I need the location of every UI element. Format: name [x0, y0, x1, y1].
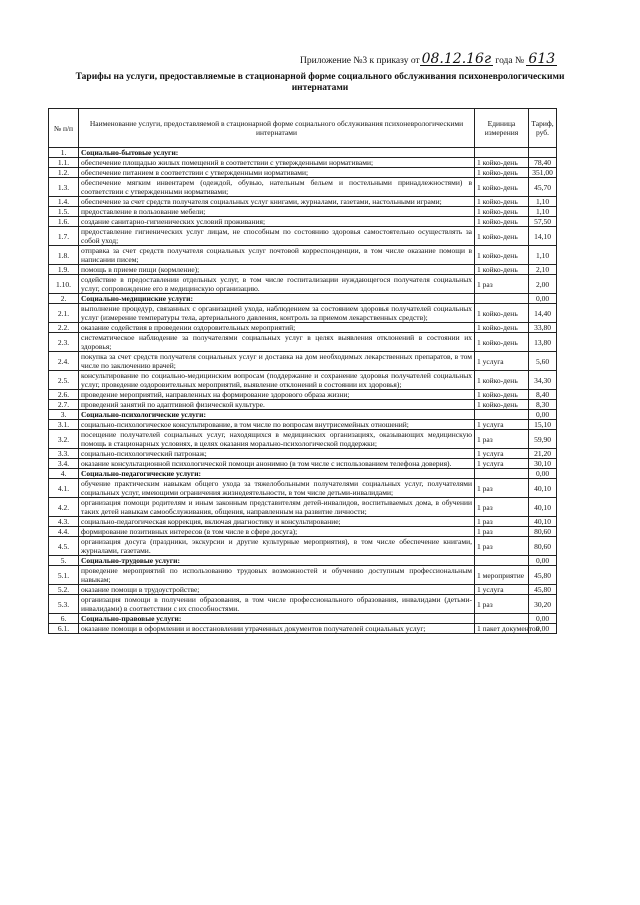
- unit-of-measure: 1 койко-день: [475, 400, 529, 410]
- table-row: [49, 517, 557, 527]
- row-number: 6.1.: [49, 624, 79, 634]
- service-name: проведений занятий по адаптивной физической культуре.: [79, 400, 475, 410]
- row-number: 4.5.: [49, 537, 79, 556]
- unit-of-measure: [475, 469, 529, 479]
- tariff-value: 80,60: [529, 537, 557, 556]
- unit-of-measure: 1 койко-день: [475, 333, 529, 352]
- appendix-mid: года №: [493, 56, 527, 66]
- service-name: проведение мероприятий по использованию трудовых возможностей и обучению доступным профессиональным навыкам;: [79, 566, 475, 585]
- table-row: [49, 178, 557, 197]
- table-row: [49, 352, 557, 371]
- tariff-value: 78,40: [529, 158, 557, 168]
- tariff-value: 30,10: [529, 459, 557, 469]
- table-row: [49, 227, 557, 246]
- unit-of-measure: 1 раз: [475, 275, 529, 294]
- tariff-value: 1,10: [529, 246, 557, 265]
- table-row: [49, 556, 557, 566]
- row-number: 1.6.: [49, 217, 79, 227]
- service-name: социально-психологическое консультирование, в том числе по вопросам внутрисемейных отношений;: [79, 420, 475, 430]
- appendix-prefix: Приложение №3 к приказу от: [300, 56, 420, 66]
- service-name: Социально-бытовые услуги:: [79, 148, 475, 158]
- service-name: обеспечение за счет средств получателя социальных услуг книгами, журналами, газетами, настольными играми;: [79, 197, 475, 207]
- row-number: 2.3.: [49, 333, 79, 352]
- unit-of-measure: 1 раз: [475, 595, 529, 614]
- unit-of-measure: [475, 148, 529, 158]
- table-row: [49, 537, 557, 556]
- table-row: [49, 624, 557, 634]
- table-row: [49, 168, 557, 178]
- table-row: [49, 595, 557, 614]
- tariff-value: 8,30: [529, 400, 557, 410]
- table-row: [49, 275, 557, 294]
- table-row: [49, 585, 557, 595]
- tariff-value: 351,00: [529, 168, 557, 178]
- unit-of-measure: [475, 294, 529, 304]
- tariff-value: 45,70: [529, 178, 557, 197]
- row-number: 5.2.: [49, 585, 79, 595]
- row-number: 1.10.: [49, 275, 79, 294]
- column-header-name: Наименование услуги, предоставляемой в стационарной форме социального обслуживания психоневрологическими интернатами: [79, 109, 475, 148]
- tariff-table: [48, 108, 557, 634]
- service-name: выполнение процедур, связанных с организацией ухода, наблюдением за состоянием здоровья получателей социальных услуг (измерение температуры тела, артериального давления, контроль за приемом лекарственных средств);: [79, 304, 475, 323]
- service-name: предоставление в пользование мебели;: [79, 207, 475, 217]
- unit-of-measure: 1 койко-день: [475, 371, 529, 390]
- table-row: [49, 566, 557, 585]
- row-number: 3.1.: [49, 420, 79, 430]
- row-number: 5.3.: [49, 595, 79, 614]
- service-name: предоставление гигиенических услуг лицам, не способным по состоянию здоровья самостоятельно осуществлять за собой уход;: [79, 227, 475, 246]
- row-number: 2.5.: [49, 371, 79, 390]
- table-row: [49, 410, 557, 420]
- table-row: [49, 459, 557, 469]
- service-name: обеспечение питанием в соответствии с утвержденными нормативами;: [79, 168, 475, 178]
- table-row: [49, 479, 557, 498]
- service-name: обеспечение мягким инвентарем (одеждой, обувью, нательным бельем и постельными принадлежностями) в соответствии с утвержденными нормативами;: [79, 178, 475, 197]
- unit-of-measure: 1 пакет документов: [475, 624, 529, 634]
- row-number: 1.8.: [49, 246, 79, 265]
- row-number: 5.1.: [49, 566, 79, 585]
- table-row: [49, 400, 557, 410]
- service-name: оказание помощи в трудоустройстве;: [79, 585, 475, 595]
- row-number: 2.: [49, 294, 79, 304]
- tariff-value: 13,80: [529, 333, 557, 352]
- row-number: 1.2.: [49, 168, 79, 178]
- row-number: 3.2.: [49, 430, 79, 449]
- row-number: 4.2.: [49, 498, 79, 517]
- unit-of-measure: 1 койко-день: [475, 168, 529, 178]
- table-row: [49, 148, 557, 158]
- row-number: 1.4.: [49, 197, 79, 207]
- unit-of-measure: [475, 556, 529, 566]
- column-header-price: Тариф, руб.: [529, 109, 557, 148]
- tariff-value: 45,80: [529, 566, 557, 585]
- service-name: отправка за счет средств получателя социальных услуг почтовой корреспонденции, в том числе оказание помощи в написании писем;: [79, 246, 475, 265]
- appendix-number: 613: [528, 51, 556, 67]
- row-number: 2.6.: [49, 390, 79, 400]
- table-row: [49, 371, 557, 390]
- tariff-value: 33,80: [529, 323, 557, 333]
- unit-of-measure: 1 койко-день: [475, 158, 529, 168]
- tariff-value: 2,00: [529, 275, 557, 294]
- table-row: [49, 430, 557, 449]
- service-name: содействие в предоставлении отдельных услуг, в том числе госпитализации нуждающегося получателя социальных услуг, сопровождение его в медицинскую организацию.: [79, 275, 475, 294]
- tariff-value: 40,10: [529, 498, 557, 517]
- row-number: 1.1.: [49, 158, 79, 168]
- table-header-row: [49, 109, 557, 148]
- unit-of-measure: 1 раз: [475, 527, 529, 537]
- service-name: обучение практическим навыкам общего ухода за тяжелобольными получателями социальных услуг, получателями социальных услуг, имеющими ограничения жизнедеятельности, в том числе детьми-инвалидами;: [79, 479, 475, 498]
- service-name: социально-педагогическая коррекция, включая диагностику и консультирование;: [79, 517, 475, 527]
- tariff-value: 40,10: [529, 479, 557, 498]
- unit-of-measure: 1 раз: [475, 498, 529, 517]
- tariff-value: 45,80: [529, 585, 557, 595]
- service-name: создание санитарно-гигиенических условий проживания;: [79, 217, 475, 227]
- service-name: оказание помощи в оформлении и восстановлении утраченных документов получателей социальных услуг;: [79, 624, 475, 634]
- table-row: [49, 614, 557, 624]
- unit-of-measure: 1 раз: [475, 517, 529, 527]
- row-number: 2.7.: [49, 400, 79, 410]
- appendix-line: [300, 51, 557, 67]
- table-row: [49, 304, 557, 323]
- service-name: Социально-психологические услуги:: [79, 410, 475, 420]
- row-number: 2.2.: [49, 323, 79, 333]
- service-name: организация помощи в получении образования, в том числе профессионального образования, инвалидами (детьми-инвалидами) в соответствии с их способностями.: [79, 595, 475, 614]
- row-number: 1.9.: [49, 265, 79, 275]
- row-number: 2.1.: [49, 304, 79, 323]
- table-body: [49, 148, 557, 634]
- tariff-value: 14,40: [529, 304, 557, 323]
- table-row: [49, 333, 557, 352]
- service-name: помощь в приеме пищи (кормление);: [79, 265, 475, 275]
- column-header-num: № п/п: [49, 109, 79, 148]
- tariff-value: 15,10: [529, 420, 557, 430]
- table-row: [49, 498, 557, 517]
- tariff-value: 40,10: [529, 517, 557, 527]
- unit-of-measure: [475, 410, 529, 420]
- unit-of-measure: 1 услуга: [475, 352, 529, 371]
- tariff-value: 1,10: [529, 197, 557, 207]
- service-name: Социально-правовые услуги:: [79, 614, 475, 624]
- tariff-value: 30,20: [529, 595, 557, 614]
- table-row: [49, 469, 557, 479]
- tariff-value: 0,00: [529, 614, 557, 624]
- unit-of-measure: 1 койко-день: [475, 246, 529, 265]
- table-row: [49, 527, 557, 537]
- unit-of-measure: 1 услуга: [475, 449, 529, 459]
- service-name: Социально-медицинские услуги:: [79, 294, 475, 304]
- service-name: оказание консультационной психологической помощи анонимно (в том числе с использованием телефона доверия).: [79, 459, 475, 469]
- row-number: 1.5.: [49, 207, 79, 217]
- service-name: формирование позитивных интересов (в том числе в сфере досуга);: [79, 527, 475, 537]
- row-number: 6.: [49, 614, 79, 624]
- unit-of-measure: [475, 614, 529, 624]
- row-number: 1.: [49, 148, 79, 158]
- unit-of-measure: 1 койко-день: [475, 323, 529, 333]
- row-number: 3.: [49, 410, 79, 420]
- service-name: посещение получателей социальных услуг, находящихся в медицинских организациях, оказывающих медицинскую помощь в стационарных условиях, в целях оказания морально-психологической поддержки;: [79, 430, 475, 449]
- service-name: организация помощи родителям и иным законным представителям детей-инвалидов, воспитываемых дома, в обучении таких детей навыкам самообслуживания, общения, направленным на развитие личности;: [79, 498, 475, 517]
- unit-of-measure: 1 койко-день: [475, 197, 529, 207]
- table-row: [49, 197, 557, 207]
- unit-of-measure: 1 мероприятие: [475, 566, 529, 585]
- column-header-unit: Единица измерения: [475, 109, 529, 148]
- tariff-value: 0,00: [529, 294, 557, 304]
- unit-of-measure: 1 раз: [475, 430, 529, 449]
- unit-of-measure: 1 услуга: [475, 459, 529, 469]
- service-name: консультирование по социально-медицинским вопросам (поддержание и сохранение здоровья получателей социальных услуг, проведение оздоровительных мероприятий, выявление отклонений в состоянии их здоровья);: [79, 371, 475, 390]
- unit-of-measure: 1 койко-день: [475, 265, 529, 275]
- tariff-value: 0,00: [529, 556, 557, 566]
- table-row: [49, 217, 557, 227]
- tariff-value: 2,10: [529, 265, 557, 275]
- tariff-value: 0,00: [529, 624, 557, 634]
- service-name: проведение мероприятий, направленных на формирование здорового образа жизни;: [79, 390, 475, 400]
- row-number: 2.4.: [49, 352, 79, 371]
- unit-of-measure: 1 койко-день: [475, 217, 529, 227]
- unit-of-measure: 1 койко-день: [475, 207, 529, 217]
- tariff-value: 8,40: [529, 390, 557, 400]
- row-number: 4.4.: [49, 527, 79, 537]
- tariff-value: 57,50: [529, 217, 557, 227]
- tariff-value: 0,00: [529, 410, 557, 420]
- row-number: 3.4.: [49, 459, 79, 469]
- service-name: систематическое наблюдение за получателями социальных услуг в целях выявления отклонений в состоянии их здоровья;: [79, 333, 475, 352]
- unit-of-measure: 1 услуга: [475, 420, 529, 430]
- service-name: покупка за счет средств получателя социальных услуг и доставка на дом необходимых лекарственных препаратов, в том числе по заключению врачей;: [79, 352, 475, 371]
- table-row: [49, 158, 557, 168]
- table-row: [49, 390, 557, 400]
- unit-of-measure: 1 раз: [475, 479, 529, 498]
- row-number: 4.3.: [49, 517, 79, 527]
- tariff-value: 34,30: [529, 371, 557, 390]
- service-name: оказание содействия в проведении оздоровительных мероприятий;: [79, 323, 475, 333]
- tariff-value: 59,90: [529, 430, 557, 449]
- unit-of-measure: 1 услуга: [475, 585, 529, 595]
- service-name: Социально-педагогические услуги:: [79, 469, 475, 479]
- unit-of-measure: 1 раз: [475, 537, 529, 556]
- unit-of-measure: 1 койко-день: [475, 390, 529, 400]
- table-row: [49, 207, 557, 217]
- service-name: Социально-трудовые услуги:: [79, 556, 475, 566]
- row-number: 1.3.: [49, 178, 79, 197]
- tariff-value: 21,20: [529, 449, 557, 459]
- row-number: 4.: [49, 469, 79, 479]
- table-row: [49, 420, 557, 430]
- tariff-value: [529, 148, 557, 158]
- table-row: [49, 323, 557, 333]
- service-name: обеспечение площадью жилых помещений в соответствии с утвержденными нормативами;: [79, 158, 475, 168]
- service-name: организация досуга (праздники, экскурсии и другие культурные мероприятия), в том числе обеспечение книгами, журналами, газетами.: [79, 537, 475, 556]
- tariff-value: 80,60: [529, 527, 557, 537]
- document-title: Тарифы на услуги, предоставляемые в стационарной форме социального обслуживания психоневрологическими интернатами: [75, 72, 565, 93]
- service-name: социально-психологический патронаж;: [79, 449, 475, 459]
- row-number: 3.3.: [49, 449, 79, 459]
- unit-of-measure: 1 койко-день: [475, 304, 529, 323]
- table-row: [49, 246, 557, 265]
- tariff-value: 5,60: [529, 352, 557, 371]
- table-row: [49, 294, 557, 304]
- tariff-value: 1,10: [529, 207, 557, 217]
- tariff-value: 0,00: [529, 469, 557, 479]
- row-number: 5.: [49, 556, 79, 566]
- unit-of-measure: 1 койко-день: [475, 178, 529, 197]
- unit-of-measure: 1 койко-день: [475, 227, 529, 246]
- tariff-value: 14,10: [529, 227, 557, 246]
- table-row: [49, 449, 557, 459]
- row-number: 4.1.: [49, 479, 79, 498]
- row-number: 1.7.: [49, 227, 79, 246]
- appendix-date: 08.12.16г: [421, 51, 492, 67]
- table-row: [49, 265, 557, 275]
